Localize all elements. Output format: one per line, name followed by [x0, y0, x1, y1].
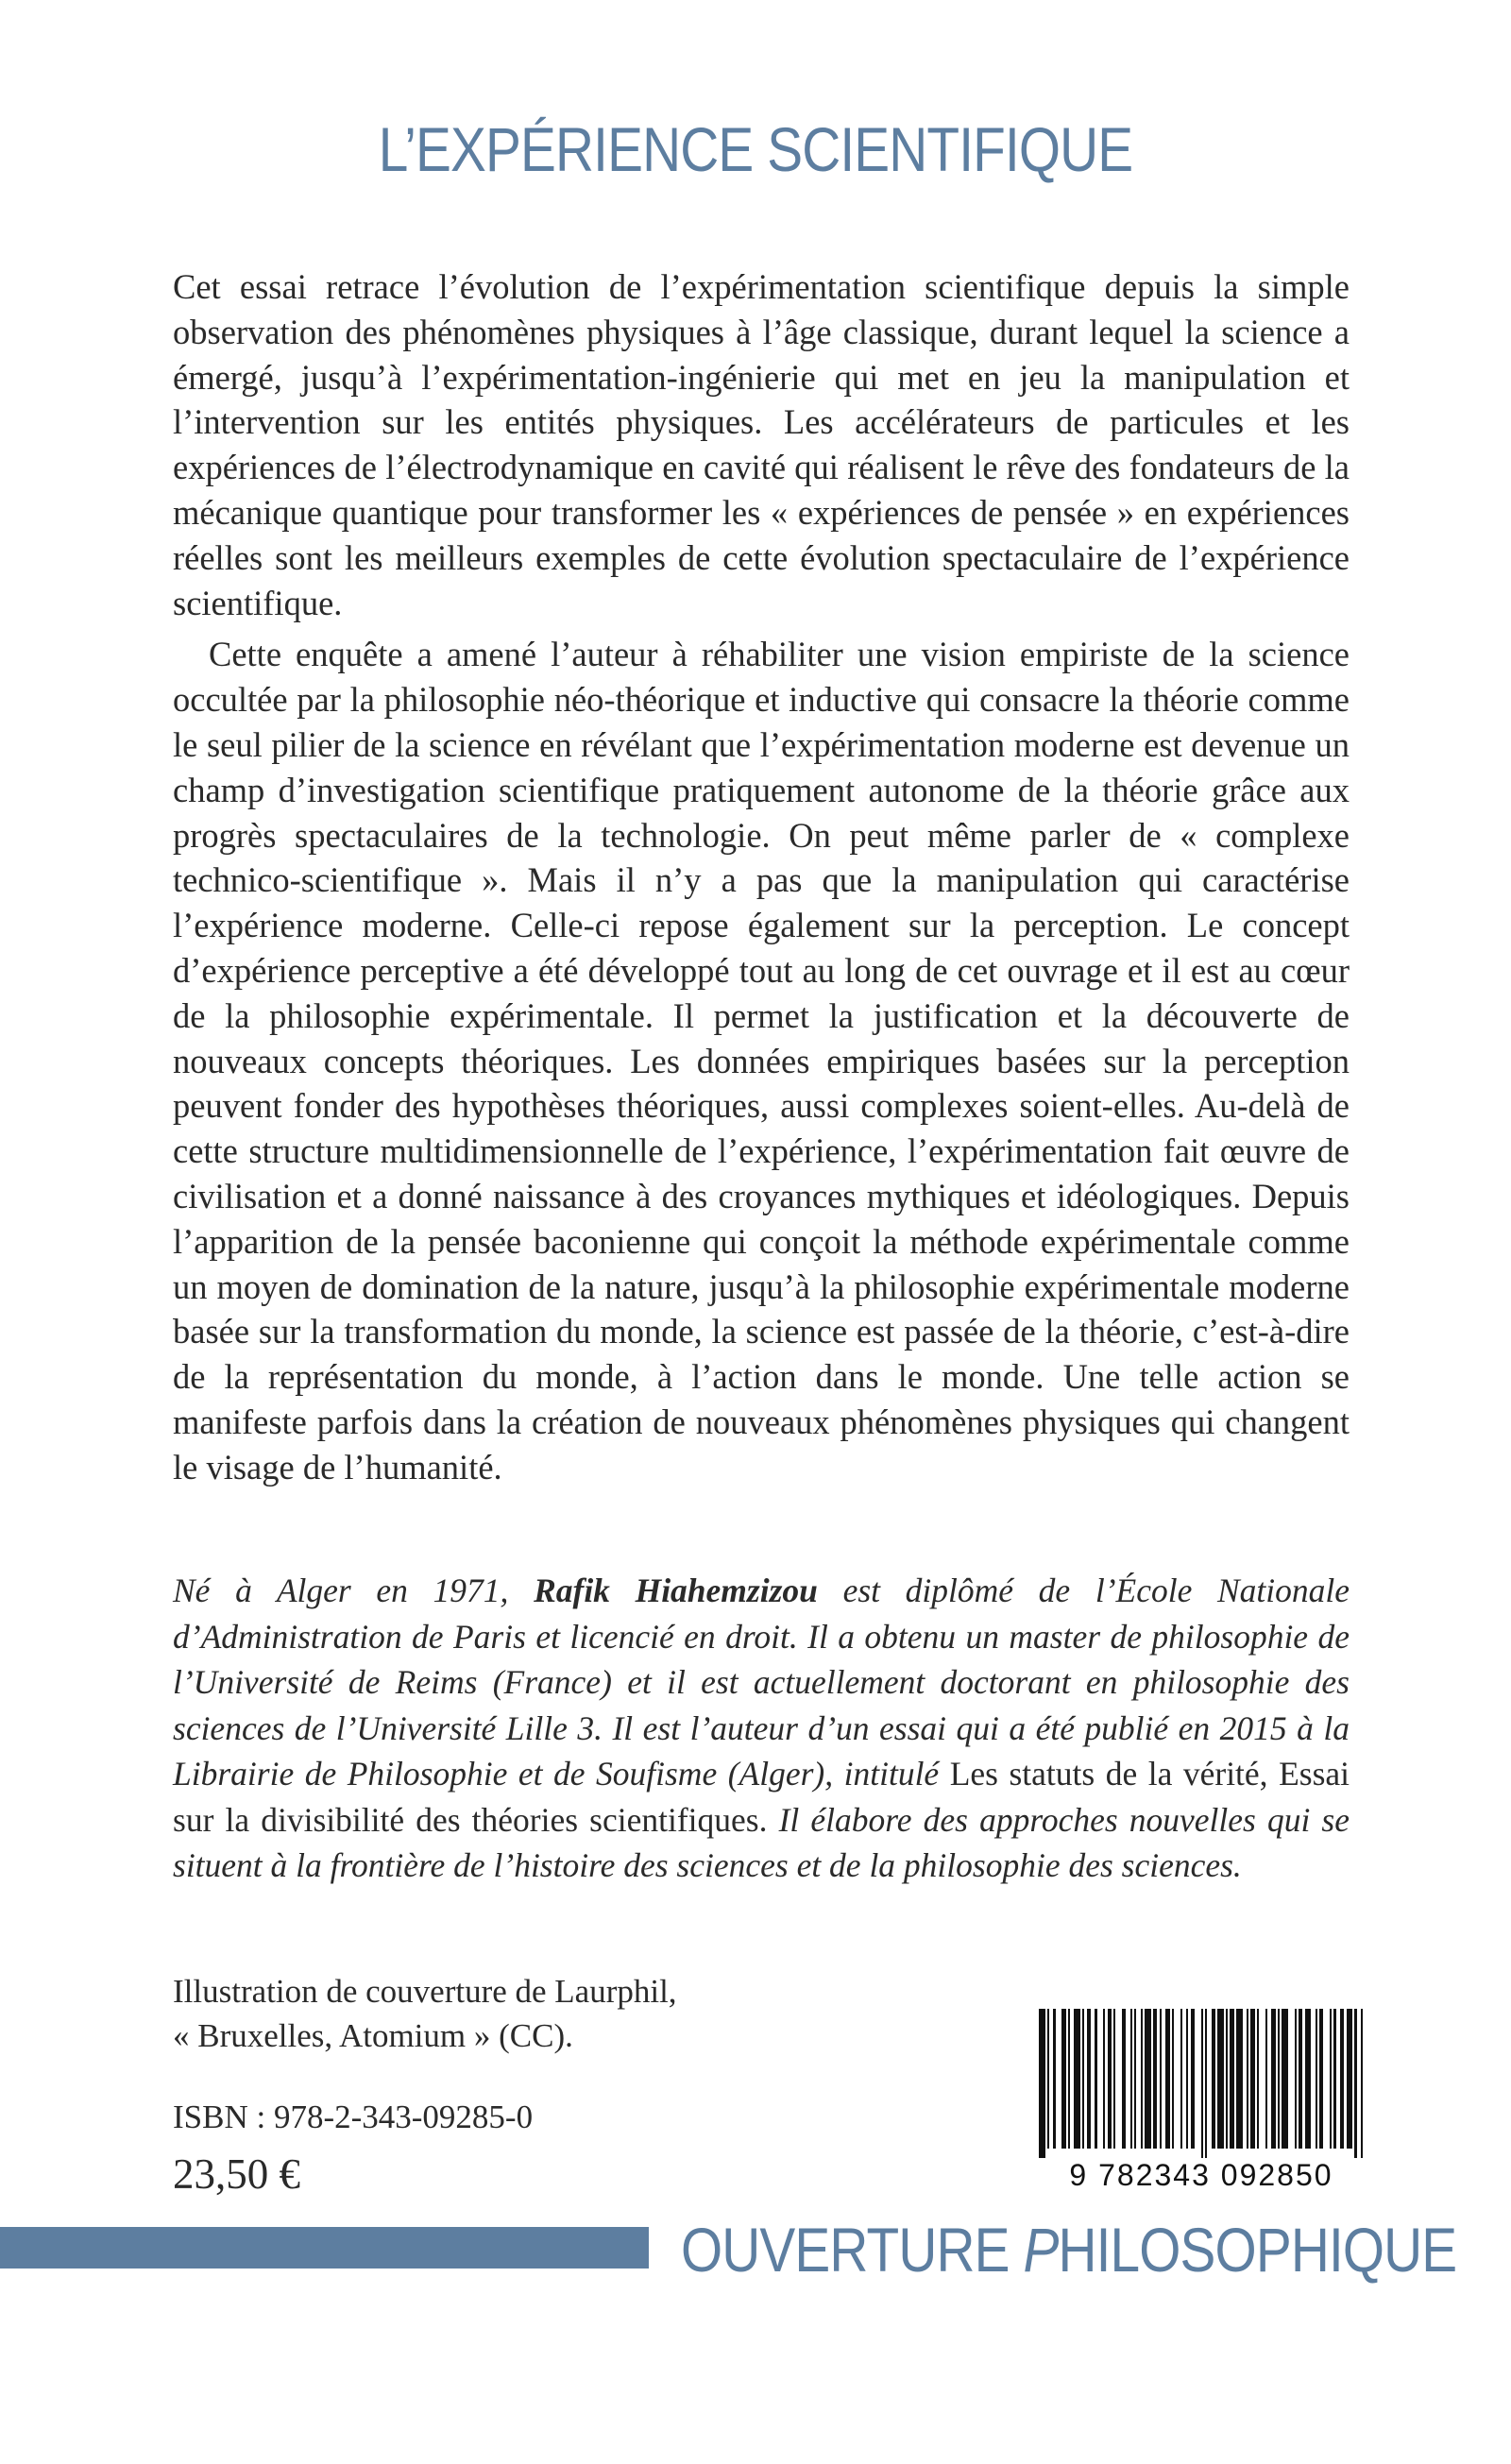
barcode-bar: [1180, 2009, 1182, 2149]
summary-paragraph-2: Cette enquête a amené l’auteur à réhabiliter une vision empiriste de la science occultée par la philosophie néo-théorique et inductive qui consacre la théorie comme le seul pilier de la science en révélant que l’expérimentation moderne est devenue un champ d’investigation scientifique pratiquement autonome de la théorie grâce aux progrès spectaculaires de la technologie. On peut même parler de « complexe technico-scientifique ». Mais il n’y a pas que la manipulation qui caractérise l’expérience moderne. Celle-ci repose également sur la perception. Le concept d’expérience perceptive a été développé tout au long de cet ouvrage et il est au cœur de la philosophie expérimentale. Il permet la justification et la découverte de nouveaux concepts théoriques. Les données empiriques basées sur la perception peuvent fonder des hypothèses théoriques, aussi complexes soient-elles. Au-delà de cette structure multidimensionnelle de l’expérience, l’expérimentation fait œuvre de civilisation et a donné naissance à des croyances mythiques et idéologiques. Depuis l’apparition de la pensée baconienne qui conçoit la méthode expérimentale comme un moyen de domination de la nature, jusqu’à la philosophie expérimentale moderne basée sur la transformation du monde, la science est passée de la théorie, c’est-à-dire de la représentation du monde, à l’action dans le monde. Une telle action se manifeste parfois dans la création de nouveaux phénomènes physiques qui changent le visage de l’humanité.: [173, 635, 1350, 1487]
barcode-bar: [1236, 2009, 1243, 2149]
barcode-bar: [1191, 2009, 1195, 2149]
barcode-bar: [1361, 2009, 1363, 2158]
author-name: Rafik Hiahemzizou: [534, 1572, 818, 1609]
barcode-bar: [1165, 2009, 1169, 2149]
barcode-bar: [1053, 2009, 1055, 2149]
barcode-bar: [1087, 2009, 1091, 2149]
book-title: L’EXPÉRIENCE SCIENTIFIQUE: [378, 114, 1133, 184]
barcode: [1035, 2009, 1367, 2198]
barcode-bar: [1061, 2009, 1065, 2149]
barcode-bar: [1153, 2009, 1157, 2149]
author-bio: [173, 1568, 1350, 1889]
barcode-bars: [1035, 2009, 1367, 2158]
series-name-part-1: OUVERTURE: [681, 2215, 1024, 2285]
barcode-bar: [1265, 2009, 1267, 2149]
series-name-part-2: P: [1023, 2215, 1059, 2285]
barcode-bar: [1319, 2009, 1323, 2149]
bio-closing: Il élabore des approches nouvelles qui se situent à la frontière de l’histoire des sciences et de la philosophie des sciences.: [173, 1800, 1350, 1884]
barcode-bar: [1047, 2009, 1049, 2149]
barcode-bar: [1095, 2009, 1096, 2149]
barcode-bar: [1217, 2009, 1224, 2149]
barcode-bar: [1172, 2009, 1174, 2149]
barcode-bar: [1340, 2009, 1344, 2149]
bio-book-title: Les statuts de la vérité, Essai sur la divisibilité des théories scientifiques.: [173, 1755, 1350, 1839]
series-name-part-3: HILOSOPHIQUE: [1058, 2215, 1457, 2285]
series-accent-bar: [0, 2227, 649, 2269]
series-name: [681, 2214, 1456, 2286]
barcode-number: 9 782343 092850: [1069, 2158, 1333, 2192]
barcode-bar: [1074, 2009, 1080, 2149]
summary-paragraph-1: Cet essai retrace l’évolution de l’expérimentation scientifique depuis la simple observation des phénomènes physiques à l’âge classique, durant lequel la science a émergé, jusqu’à l’expérimentation-ingénierie qui met en jeu la manipulation et l’intervention sur les entités physiques. Les accélérateurs de particules et les expériences de l’électrodynamique en cavité qui réalisent le rêve des fondateurs de la mécanique quantique pour transformer les « expériences de pensée » en expériences réelles sont les meilleurs exemples de cette évolution spectaculaire de l’expérience scientifique.: [173, 267, 1350, 622]
barcode-bar: [1122, 2009, 1126, 2149]
barcode-bar: [1250, 2009, 1254, 2149]
barcode-bar: [1230, 2009, 1233, 2149]
barcode-bar: [1347, 2009, 1353, 2149]
barcode-bar: [1278, 2009, 1280, 2149]
barcode-bar: [1299, 2009, 1302, 2149]
isbn: ISBN : 978-2-343-09285-0: [173, 2099, 534, 2135]
cover-credit: [173, 1969, 834, 2058]
barcode-bar: [1257, 2009, 1259, 2149]
barcode-bar: [1330, 2009, 1332, 2149]
barcode-bar: [1305, 2009, 1312, 2149]
barcode-bar: [1186, 2009, 1188, 2149]
credit-line-1: Illustration de couverture de Laurphil,: [173, 1973, 677, 2010]
barcode-bar: [1103, 2009, 1105, 2149]
barcode-bar: [1333, 2009, 1335, 2149]
bio-intro: Né à Alger en 1971,: [173, 1572, 509, 1609]
credit-line-2: « Bruxelles, Atomium » (CC).: [173, 2017, 573, 2054]
barcode-bar: [1113, 2009, 1115, 2149]
barcode-bar: [1201, 2009, 1203, 2158]
bio-body: est diplômé de l’École Nationale d’Administration de Paris et licencié en droit. Il a obtenu un master de philosophie de l’Université de Reims (France) et il est actuellement doctorant en philosophie des sciences de l’Université Lille 3. Il est l’auteur d’un essai qui a été publié en 2015 à la Librairie de Philosophie et de Soufisme (Alger), intitulé: [173, 1572, 1350, 1793]
barcode-bar: [1271, 2009, 1275, 2149]
barcode-bar: [1160, 2009, 1162, 2149]
barcode-bar: [1354, 2009, 1356, 2158]
barcode-bar: [1068, 2009, 1070, 2149]
barcode-bar: [1282, 2009, 1288, 2149]
barcode-bar: [1141, 2009, 1143, 2149]
barcode-bar: [1108, 2009, 1112, 2149]
barcode-bar: [1145, 2009, 1151, 2149]
barcode-bar: [1205, 2009, 1207, 2158]
barcode-bar: [1295, 2009, 1297, 2149]
barcode-bar: [1134, 2009, 1136, 2149]
barcode-bar: [1212, 2009, 1215, 2149]
back-cover-summary: [173, 264, 1350, 1497]
barcode-bar: [1247, 2009, 1248, 2149]
barcode-bar: [1130, 2009, 1132, 2149]
barcode-bar: [1039, 2009, 1045, 2158]
barcode-bar: [1226, 2009, 1228, 2149]
price: 23,50 €: [173, 2150, 300, 2198]
barcode-bar: [1082, 2009, 1084, 2149]
barcode-bar: [1316, 2009, 1317, 2149]
